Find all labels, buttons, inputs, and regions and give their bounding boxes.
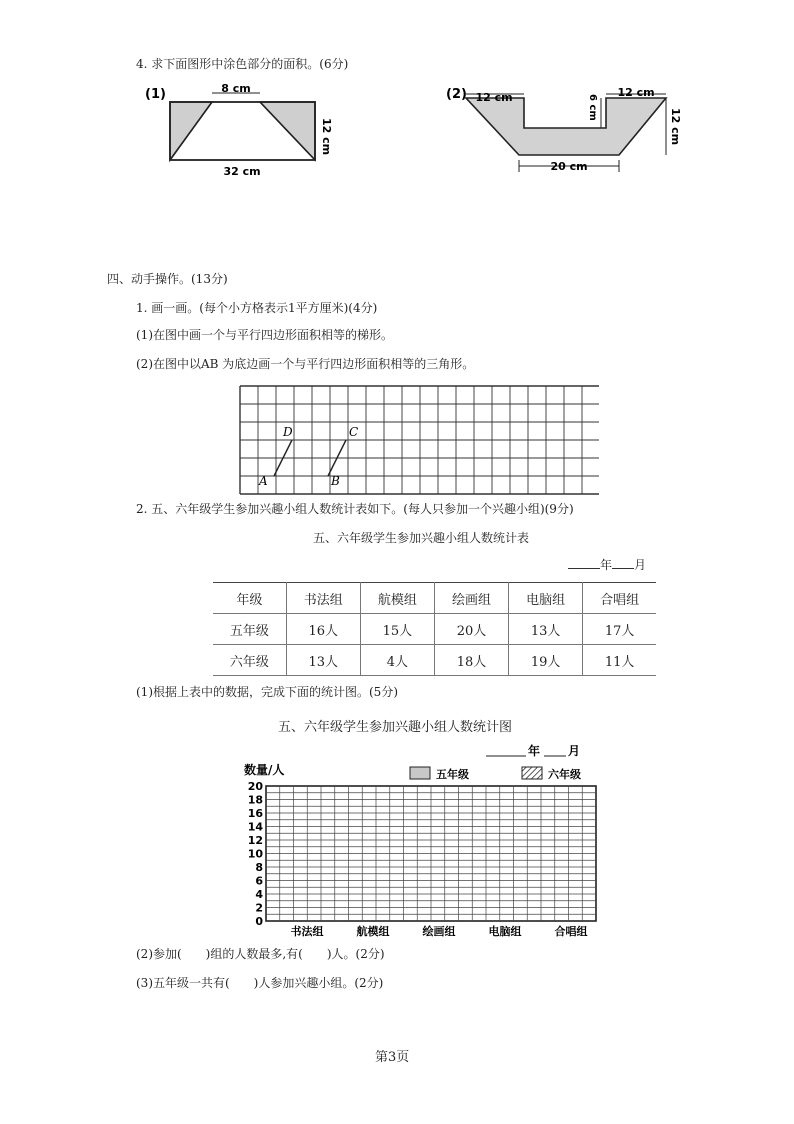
p2-question-2: (2)参加( )组的人数最多,有( )人。(2分) — [136, 947, 385, 961]
legend-swatch-grade5 — [410, 767, 430, 779]
table-header-cell: 航模组 — [360, 583, 434, 614]
y-axis-label: 数量/人 — [244, 763, 285, 777]
chart-grid — [266, 786, 596, 921]
category-label: 书法组 — [290, 925, 324, 938]
table-cell: 4人 — [360, 645, 434, 676]
legend-label-grade5: 五年级 — [436, 768, 469, 781]
p2-title: 2. 五、六年级学生参加兴趣小组人数统计表如下。(每人只参加一个兴趣小组)(9分) — [136, 502, 574, 516]
table-row — [213, 614, 656, 645]
category-label: 电脑组 — [488, 925, 522, 938]
bar-chart — [236, 740, 608, 940]
table-header-cell: 电脑组 — [509, 583, 583, 614]
month-label: 月 — [634, 558, 647, 572]
table-cell: 13人 — [286, 645, 360, 676]
y-tick-label: 18 — [247, 793, 263, 807]
category-labels — [291, 924, 588, 938]
y-tick-label: 8 — [255, 861, 263, 874]
chart-year-label: 年 — [528, 744, 541, 758]
p2-question-3: (3)五年级一共有( )人参加兴趣小组。(2分) — [136, 976, 384, 990]
table-header-cell: 年级 — [213, 583, 286, 614]
fig1-side-dim: 12 cm — [320, 118, 333, 156]
table-cell: 五年级 — [213, 614, 286, 645]
p1-question-2: (2)在图中以AB 为底边画一个与平行四边形面积相等的三角形。 — [136, 357, 475, 371]
point-b-label: B — [331, 474, 340, 488]
p2-question-1: (1)根据上表中的数据，完成下面的统计图。(5分) — [136, 685, 398, 699]
table-header-cell: 书法组 — [286, 583, 360, 614]
statistics-table — [213, 582, 656, 676]
section4-title: 四、动手操作。(13分) — [107, 272, 228, 286]
table-title: 五、六年级学生参加兴趣小组人数统计表 — [313, 531, 530, 545]
fig1-top-dim: 8 cm — [221, 82, 251, 95]
fig2-right-dim: 12 cm — [617, 86, 655, 99]
y-tick-label: 4 — [255, 888, 263, 901]
point-d-label: D — [283, 425, 293, 439]
y-tick-label: 6 — [255, 874, 263, 888]
fig1-bottom-dim: 32 cm — [223, 165, 261, 178]
square-grid — [240, 386, 599, 494]
table-cell: 18人 — [434, 645, 508, 676]
table-cell: 19人 — [509, 645, 583, 676]
month-blank[interactable] — [612, 555, 634, 569]
chart-title: 五、六年级学生参加兴趣小组人数统计图 — [278, 720, 513, 735]
table-cell: 六年级 — [213, 645, 286, 676]
trapezoid-figure-2 — [444, 80, 694, 180]
point-a-label: A — [259, 474, 268, 488]
table-cell: 15人 — [360, 614, 434, 645]
page-number: 第3页 — [375, 1050, 410, 1065]
table-date — [568, 555, 646, 573]
fig2-bottom-dim: 20 cm — [550, 160, 588, 173]
category-label: 合唱组 — [554, 925, 588, 938]
fig2-side-dim: 12 cm — [669, 108, 682, 146]
point-c-label: C — [349, 425, 359, 439]
y-tick-label: 0 — [255, 915, 263, 928]
table-cell: 17人 — [583, 614, 656, 645]
y-tick-label: 10 — [247, 847, 263, 861]
fig2-label: (2) — [446, 87, 467, 102]
table-header-row — [213, 583, 656, 614]
table-cell: 16人 — [286, 614, 360, 645]
table-header-cell: 绘画组 — [434, 583, 508, 614]
legend-swatch-grade6 — [522, 767, 542, 779]
table-cell: 13人 — [509, 614, 583, 645]
y-tick-label: 14 — [247, 820, 263, 834]
year-label: 年 — [600, 558, 613, 572]
y-tick-label: 12 — [247, 834, 263, 847]
table-cell: 11人 — [583, 645, 656, 676]
p1-question-1: (1)在图中画一个与平行四边形面积相等的梯形。 — [136, 328, 393, 342]
category-label: 航模组 — [356, 925, 390, 938]
trapezoid-figure-1 — [140, 80, 350, 180]
shaded-channel-shape — [466, 98, 666, 155]
y-tick-label: 2 — [255, 901, 263, 915]
fig2-inner-dim: 6 cm — [587, 94, 598, 121]
table-cell: 20人 — [434, 614, 508, 645]
y-tick-label: 20 — [247, 780, 263, 793]
drawing-grid — [239, 385, 599, 495]
y-tick-labels — [248, 780, 264, 928]
fig1-label: (1) — [145, 87, 166, 102]
p1-title: 1. 画一画。(每个小方格表示1平方厘米)(4分) — [136, 301, 378, 315]
table-row — [213, 645, 656, 676]
table-header-cell: 合唱组 — [583, 583, 656, 614]
y-tick-label: 16 — [247, 807, 263, 820]
year-blank[interactable] — [568, 555, 600, 569]
category-label: 绘画组 — [422, 925, 456, 938]
q4-title: 4. 求下面图形中涂色部分的面积。(6分) — [136, 57, 349, 71]
legend-label-grade6: 六年级 — [548, 768, 581, 781]
chart-month-label: 月 — [568, 744, 581, 758]
fig2-left-dim: 12 cm — [475, 91, 513, 104]
